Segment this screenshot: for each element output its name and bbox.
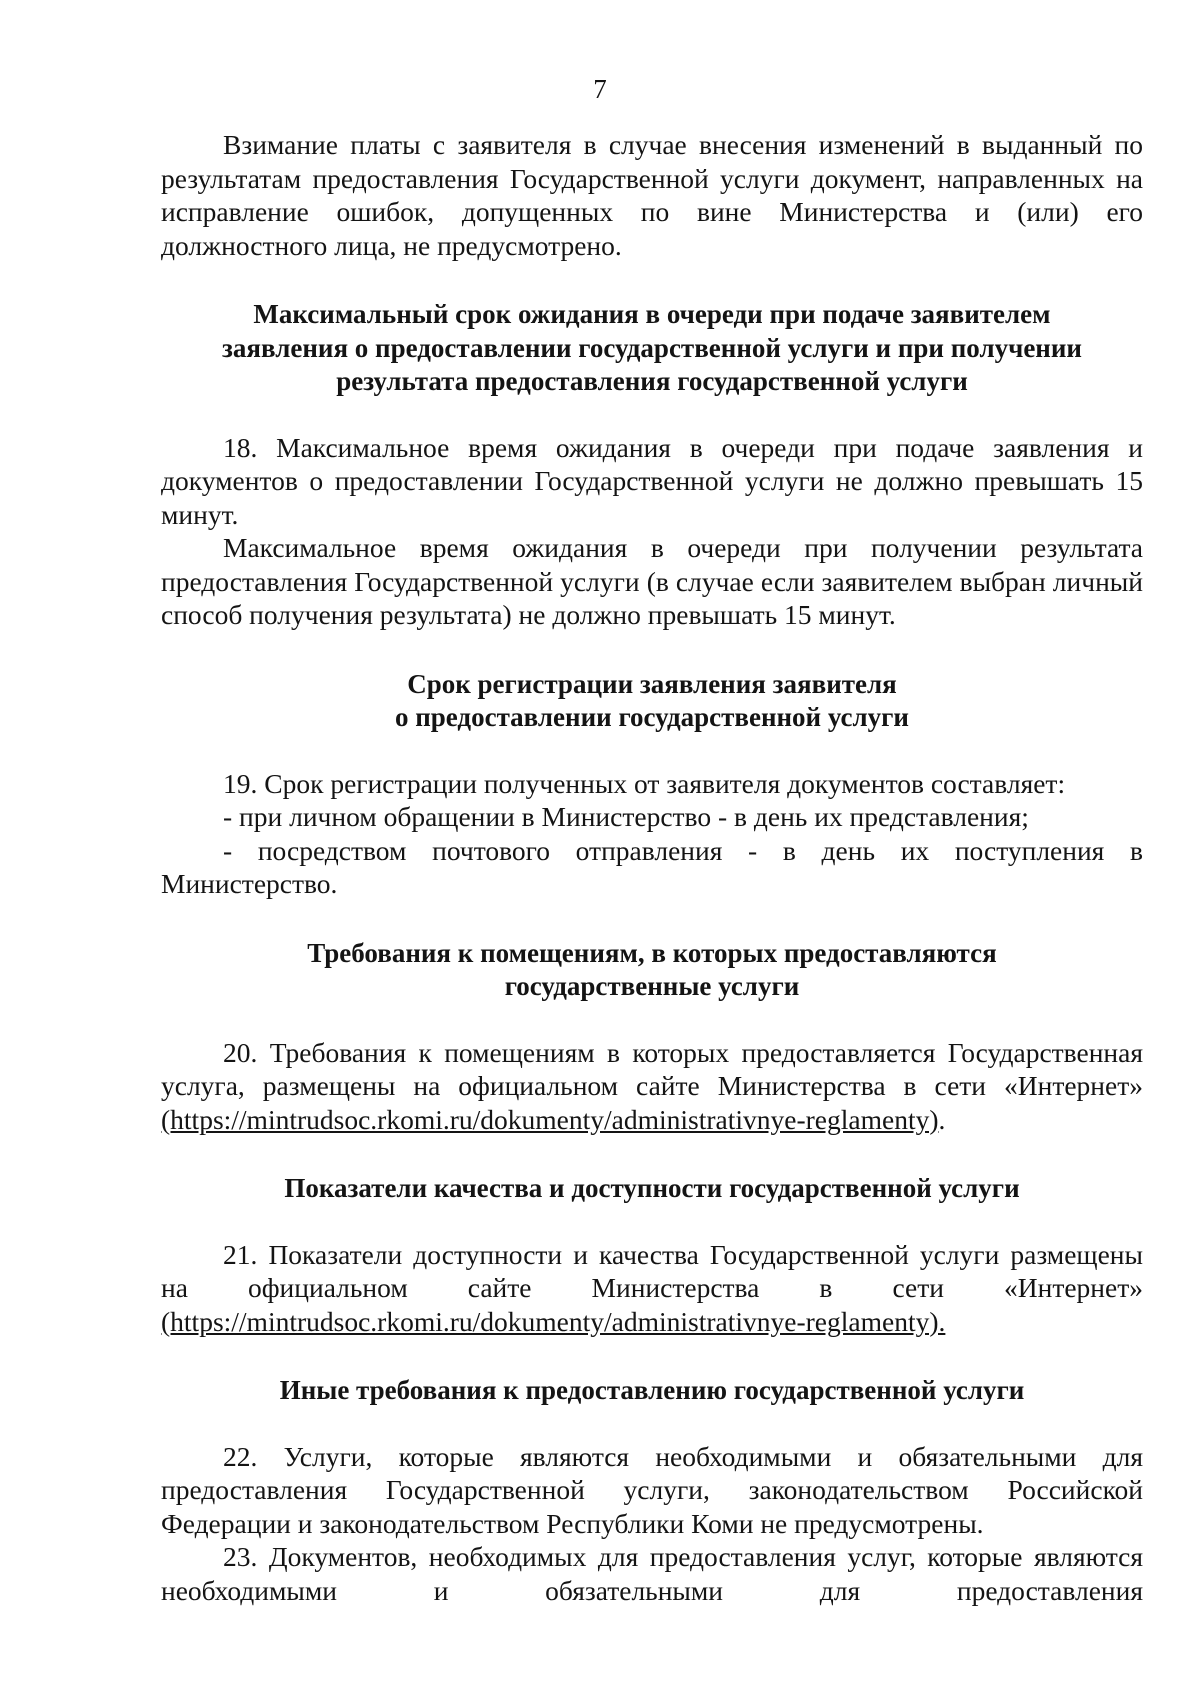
paragraph-19-item-personal: - при личном обращении в Министерство - в день их представления; <box>223 801 1029 832</box>
paragraph-fee: Взимание платы с заявителя в случае внесения изменений в выданный по результатам предоставления Государственной услуги документ, направленных на исправление ошибок, допущенных по вине Министерства и (или) его должностного лица, не предусмотрено. <box>161 129 1143 261</box>
paragraph-23: 23. Документов, необходимых для предоставления услуг, которые являются необходимыми и обязательными для предоставления <box>161 1541 1143 1606</box>
heading-premises-line1: Требования к помещениям, в которых предоставляются <box>307 937 997 968</box>
heading-registration-line2: о предоставлении государственной услуги <box>394 702 909 732</box>
heading-other-requirements: Иные требования к предоставлению государственной услуги <box>279 1375 1025 1405</box>
heading-premises <box>161 937 1143 1004</box>
paragraph-20-end: . <box>938 1103 946 1135</box>
heading-max-wait-line3: результата предоставления государственной услуги <box>336 366 968 396</box>
paragraph-18-result: Максимальное время ожидания в очереди при получении результата предоставления Государственной услуги (в случае если заявителем выбран личный способ получения результата) не должно превышать 15 минут. <box>161 532 1143 630</box>
paragraph-19: 19. Срок регистрации полученных от заявителя документов составляет: <box>223 767 1066 799</box>
heading-max-wait-line2: заявления о предоставлении государственной услуги и при получении <box>222 332 1082 363</box>
heading-max-wait <box>161 298 1143 399</box>
regulations-link-premises[interactable]: (https://mintrudsoc.rkomi.ru/dokumenty/administrativnye-reglamenty) <box>161 1103 939 1135</box>
heading-registration-line1: Срок регистрации заявления заявителя <box>407 668 897 699</box>
regulations-link-quality[interactable]: (https://mintrudsoc.rkomi.ru/dokumenty/administrativnye-reglamenty). <box>161 1305 946 1337</box>
paragraph-20 <box>161 1036 1143 1137</box>
paragraph-18: 18. Максимальное время ожидания в очереди при подаче заявления и документов о предоставлении Государственной услуги не должно превышать 15 минут. <box>161 431 1143 530</box>
paragraph-21 <box>161 1238 1143 1339</box>
paragraph-20-text: 20. Требования к помещениям в которых предоставляется Государственная услуга, размещены на официальном сайте Министерства в сети «Интернет» <box>161 1036 1143 1101</box>
heading-max-wait-line1: Максимальный срок ожидания в очереди при подаче заявителем <box>253 299 1051 329</box>
heading-quality: Показатели качества и доступности государственной услуги <box>284 1173 1020 1203</box>
paragraph-21-text: 21. Показатели доступности и качества Государственной услуги размещены на официальном сайте Министерства в сети «Интернет» <box>161 1238 1143 1303</box>
heading-premises-line2: государственные услуги <box>504 971 800 1001</box>
paragraph-19-item-mail: - посредством почтового отправления - в день их поступления в Министерство. <box>161 834 1143 899</box>
heading-registration <box>161 668 1143 735</box>
paragraph-22: 22. Услуги, которые являются необходимыми и обязательными для предоставления Государственной услуги, законодательством Российской Федерации и законодательством Республики Коми не предусмотрены. <box>161 1440 1143 1539</box>
page-content <box>161 128 1143 1607</box>
page-number: 7 <box>593 74 607 104</box>
